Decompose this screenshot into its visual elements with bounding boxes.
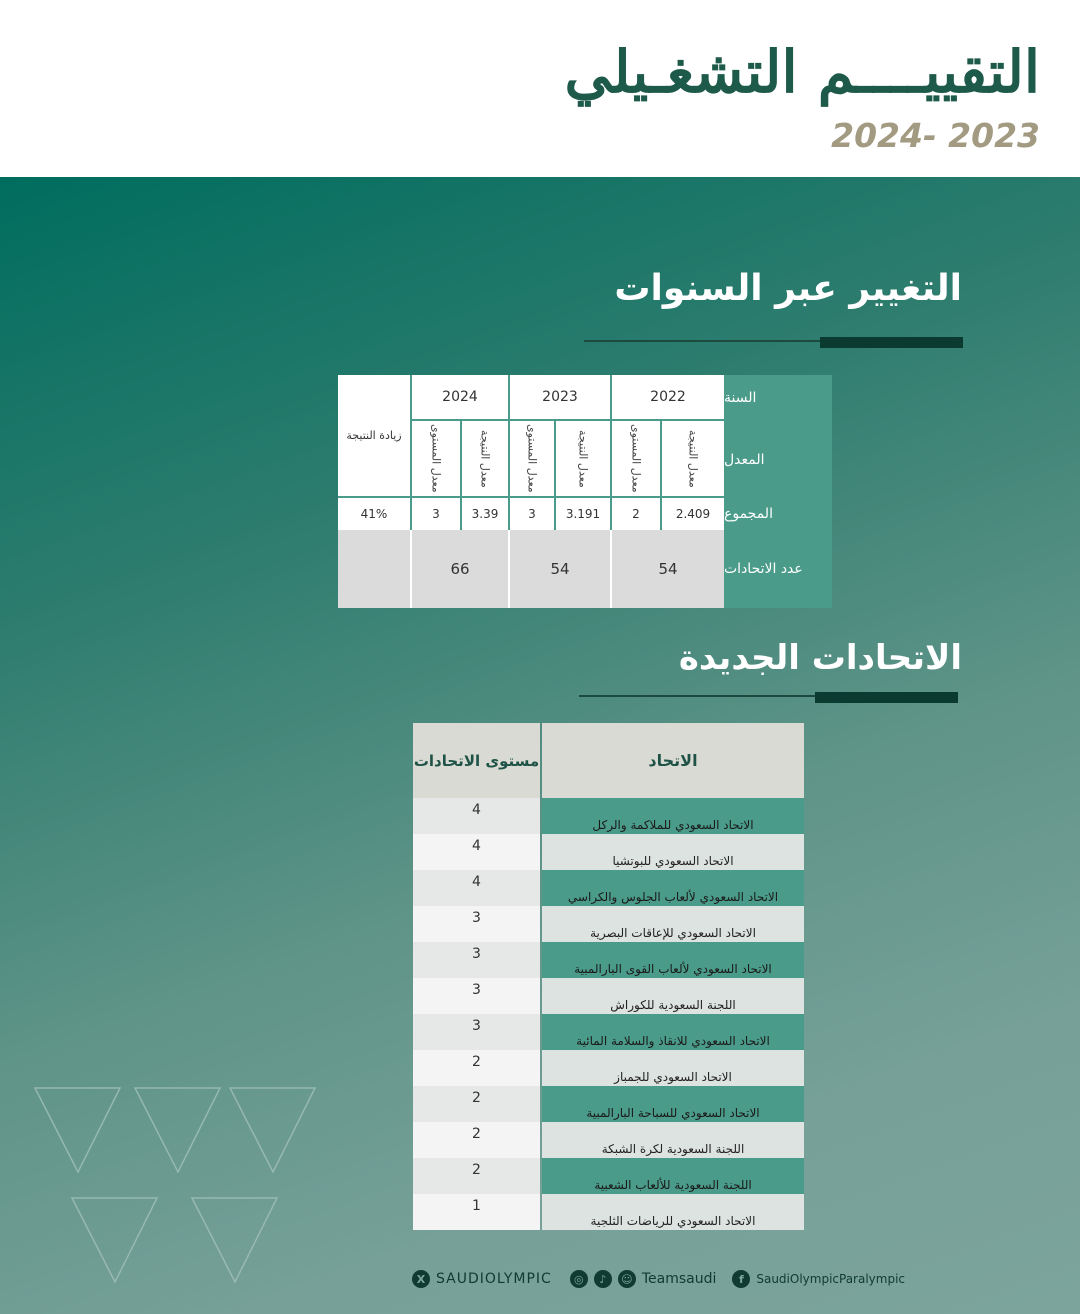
federation-name: الاتحاد السعودي للسباحة البارالمبية <box>542 1086 804 1122</box>
section-title-change: التغيير عبر السنوات <box>614 268 962 309</box>
decorative-triangles <box>30 1080 320 1290</box>
federation-name: الاتحاد السعودي للانقاذ والسلامة المائية <box>542 1014 804 1050</box>
federation-row <box>413 798 804 834</box>
federation-name: اللجنة السعودية للكوراش <box>542 978 804 1014</box>
label-year: السنة <box>724 390 757 406</box>
federation-name: الاتحاد السعودي لألعاب الجلوس والكراسي <box>542 870 804 906</box>
federation-row <box>413 1014 804 1050</box>
section-divider-thick <box>820 337 963 348</box>
instagram-icon[interactable]: ◎ <box>570 1270 588 1288</box>
year-header-2024: 2024 <box>410 375 508 421</box>
page-title: التقييــــم التشغـيلي <box>564 38 1040 106</box>
federation-level: 2 <box>413 1122 540 1158</box>
federation-row <box>413 1194 804 1230</box>
federation-row <box>413 1122 804 1158</box>
subheader-result-2022: معدل النتيجة <box>660 421 724 498</box>
federation-level: 2 <box>413 1158 540 1194</box>
federation-row <box>413 906 804 942</box>
federation-row <box>413 1158 804 1194</box>
federations-2023: 54 <box>508 530 610 608</box>
tiktok-handle[interactable]: Teamsaudi <box>641 1271 717 1287</box>
facebook-handle[interactable]: SaudiOlympicParalympic <box>756 1272 906 1286</box>
page-years: 2024- 2023 <box>831 116 1040 155</box>
label-rate: المعدل <box>724 451 765 468</box>
federation-row <box>413 1050 804 1086</box>
subheader-level-2023: معدل المستوى <box>508 421 554 498</box>
header-federation: الاتحاد <box>542 723 804 798</box>
federation-level: 3 <box>413 906 540 942</box>
federation-name: الاتحاد السعودي للجمباز <box>542 1050 804 1086</box>
x-icon[interactable]: X <box>412 1270 430 1288</box>
increase-value: 41% <box>338 498 410 530</box>
federation-row <box>413 870 804 906</box>
section2-divider-thick <box>815 692 958 703</box>
year-header-2022: 2022 <box>610 375 724 421</box>
federation-level: 2 <box>413 1050 540 1086</box>
subheader-level-2024: معدل المستوى <box>410 421 460 498</box>
total-result-2023: 3.191 <box>554 498 610 530</box>
subheader-result-2023: معدل النتيجة <box>554 421 610 498</box>
increase-federations-empty <box>338 530 410 608</box>
tiktok-icon[interactable]: ♪ <box>594 1270 612 1288</box>
section2-divider-thin <box>579 695 819 697</box>
label-total: المجموع <box>724 506 773 522</box>
federation-row <box>413 834 804 870</box>
increase-header: زيادة النتيجة <box>338 375 410 498</box>
federation-level: 1 <box>413 1194 540 1230</box>
federation-level: 3 <box>413 978 540 1014</box>
label-federations: عدد الاتحادات <box>724 561 803 577</box>
total-level-2023: 3 <box>508 498 554 530</box>
federation-row <box>413 978 804 1014</box>
snapchat-icon[interactable]: ☺ <box>618 1270 636 1288</box>
year-header-2023: 2023 <box>508 375 610 421</box>
federation-level: 3 <box>413 942 540 978</box>
federation-name: الاتحاد السعودي لألعاب القوى البارالمبية <box>542 942 804 978</box>
federation-name: اللجنة السعودية للألعاب الشعبية <box>542 1158 804 1194</box>
federation-level: 4 <box>413 834 540 870</box>
facebook-icon[interactable]: f <box>732 1270 750 1288</box>
federation-row <box>413 1086 804 1122</box>
total-result-2024: 3.39 <box>460 498 508 530</box>
federation-name: الاتحاد السعودي للرياضات الثلجية <box>542 1194 804 1230</box>
social-footer <box>412 1268 905 1290</box>
federation-name: اللجنة السعودية لكرة الشبكة <box>542 1122 804 1158</box>
section-title-new-federations: الاتحادات الجديدة <box>678 638 962 678</box>
federation-name: الاتحاد السعودي للإعاقات البصرية <box>542 906 804 942</box>
total-result-2022: 2.409 <box>660 498 724 530</box>
x-handle[interactable]: SAUDIOLYMPIC <box>436 1271 552 1287</box>
federation-level: 2 <box>413 1086 540 1122</box>
federation-level: 4 <box>413 870 540 906</box>
subheader-level-2022: معدل المستوى <box>610 421 660 498</box>
federation-level: 3 <box>413 1014 540 1050</box>
page-header <box>0 0 1080 177</box>
federation-row <box>413 942 804 978</box>
total-level-2024: 3 <box>410 498 460 530</box>
federation-level: 4 <box>413 798 540 834</box>
section-divider-thin <box>584 340 824 342</box>
header-level: مستوى الاتحادات <box>413 723 540 798</box>
total-level-2022: 2 <box>610 498 660 530</box>
subheader-result-2024: معدل النتيجة <box>460 421 508 498</box>
change-table <box>338 375 832 608</box>
federations-2022: 54 <box>610 530 724 608</box>
federation-name: الاتحاد السعودي للبوتشيا <box>542 834 804 870</box>
federation-name: الاتحاد السعودي للملاكمة والركل <box>542 798 804 834</box>
federations-2024: 66 <box>410 530 508 608</box>
